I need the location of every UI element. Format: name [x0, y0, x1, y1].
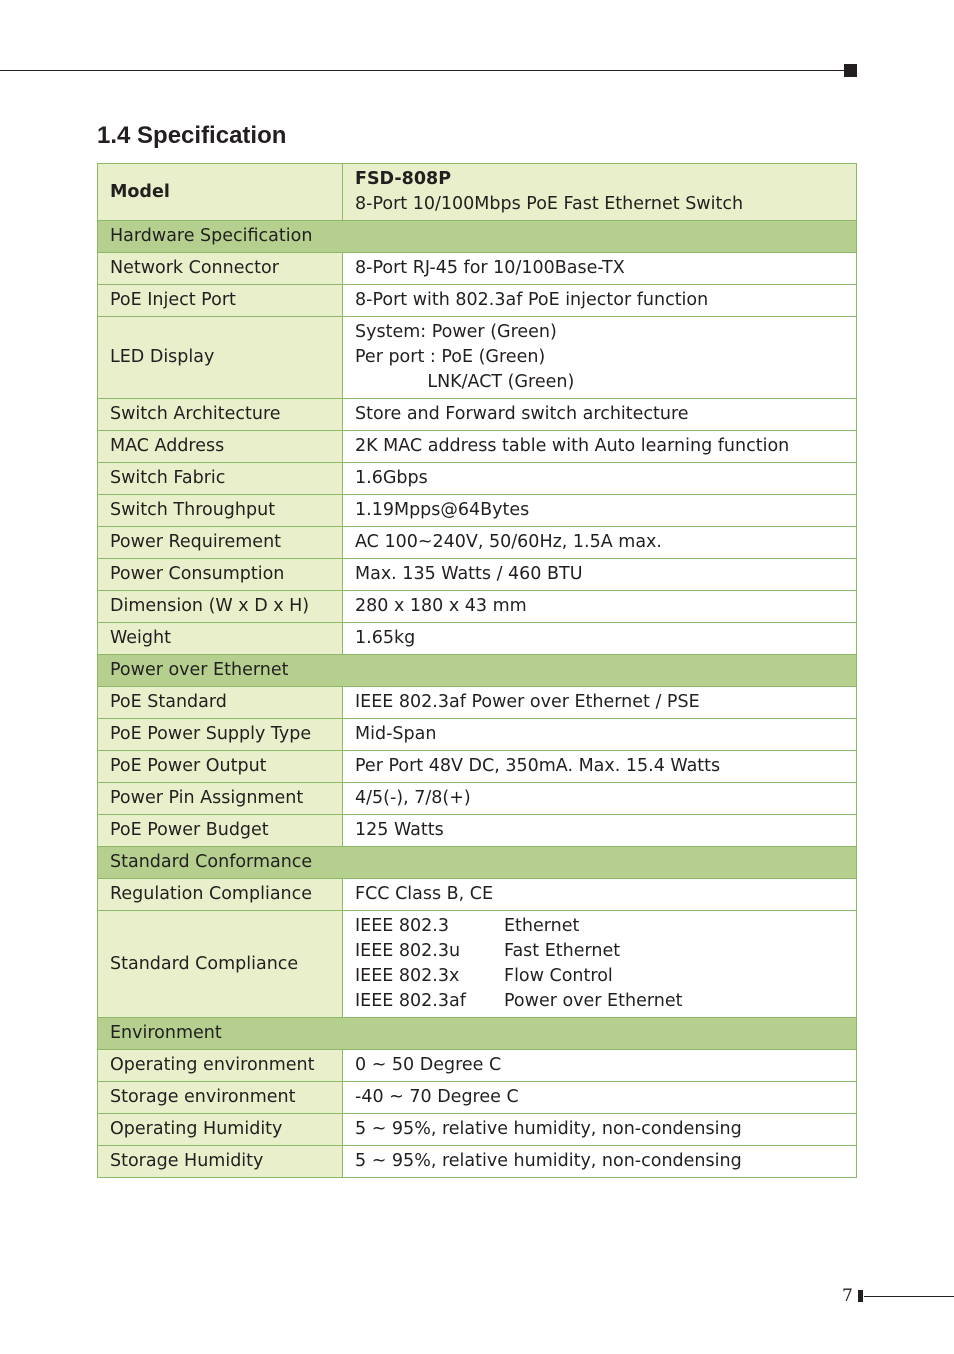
spec-value: Store and Forward switch architecture — [343, 399, 857, 431]
spec-value: Per Port 48V DC, 350mA. Max. 15.4 Watts — [343, 751, 857, 783]
spec-label: Network Connector — [98, 253, 343, 285]
spec-value: 4/5(-), 7/8(+) — [343, 783, 857, 815]
spec-label: Standard Compliance — [98, 911, 343, 1018]
table-row — [98, 719, 857, 751]
standard-id: IEEE 802.3u — [355, 941, 461, 961]
table-row — [98, 253, 857, 285]
spec-label: Operating Humidity — [98, 1114, 343, 1146]
table-row — [98, 815, 857, 847]
spec-label: Power Pin Assignment — [98, 783, 343, 815]
table-row — [98, 559, 857, 591]
led-line: System: Power (Green) — [355, 322, 557, 342]
spec-label: Switch Throughput — [98, 495, 343, 527]
section-header-label: Environment — [98, 1018, 857, 1050]
table-row — [98, 751, 857, 783]
spec-value: -40 ~ 70 Degree C — [343, 1082, 857, 1114]
spec-label: Switch Fabric — [98, 463, 343, 495]
spec-value: Max. 135 Watts / 460 BTU — [343, 559, 857, 591]
standard-id: IEEE 802.3 — [355, 916, 449, 936]
spec-label: Regulation Compliance — [98, 879, 343, 911]
spec-value: FCC Class B, CE — [343, 879, 857, 911]
spec-label: MAC Address — [98, 431, 343, 463]
section-header-environment — [98, 1018, 857, 1050]
table-row — [98, 317, 857, 399]
table-row — [98, 1146, 857, 1178]
standard-compliance-list — [355, 914, 844, 1014]
spec-label: Operating environment — [98, 1050, 343, 1082]
table-row — [98, 285, 857, 317]
spec-label: Storage environment — [98, 1082, 343, 1114]
section-title: 1.4 Specification — [97, 122, 287, 149]
spec-label: Dimension (W x D x H) — [98, 591, 343, 623]
table-row — [98, 527, 857, 559]
section-header-label: Hardware Specification — [98, 221, 857, 253]
spec-value — [343, 911, 857, 1018]
table-row-model — [98, 164, 857, 221]
table-row — [98, 591, 857, 623]
table-row — [98, 495, 857, 527]
spec-value: 8-Port with 802.3af PoE injector function — [343, 285, 857, 317]
spec-value — [343, 164, 857, 221]
standard-desc: Fast Ethernet — [504, 941, 621, 961]
page-number: 7 — [842, 1286, 853, 1306]
specification-table — [97, 163, 857, 1178]
spec-label: Power Consumption — [98, 559, 343, 591]
led-line: LNK/ACT (Green) — [355, 372, 575, 392]
spec-value: AC 100~240V, 50/60Hz, 1.5A max. — [343, 527, 857, 559]
spec-label: Power Requirement — [98, 527, 343, 559]
standard-desc: Flow Control — [504, 966, 613, 986]
section-header-hardware — [98, 221, 857, 253]
standard-id: IEEE 802.3x — [355, 966, 460, 986]
led-line: Per port : PoE (Green) — [355, 347, 546, 367]
model-name: FSD-808P — [355, 169, 452, 189]
spec-value: 0 ~ 50 Degree C — [343, 1050, 857, 1082]
section-header-label: Power over Ethernet — [98, 655, 857, 687]
table-row — [98, 1114, 857, 1146]
spec-label: PoE Power Output — [98, 751, 343, 783]
spec-value: 2K MAC address table with Auto learning function — [343, 431, 857, 463]
table-row — [98, 623, 857, 655]
spec-label: Switch Architecture — [98, 399, 343, 431]
spec-value: 5 ~ 95%, relative humidity, non-condensing — [343, 1114, 857, 1146]
spec-label: PoE Power Supply Type — [98, 719, 343, 751]
section-header-label: Standard Conformance — [98, 847, 857, 879]
standard-desc: Ethernet — [504, 916, 580, 936]
spec-label: PoE Inject Port — [98, 285, 343, 317]
model-description: 8-Port 10/100Mbps PoE Fast Ethernet Switch — [355, 194, 744, 214]
footer-bar-marker — [858, 1290, 863, 1302]
spec-value: 5 ~ 95%, relative humidity, non-condensing — [343, 1146, 857, 1178]
spec-value: 1.65kg — [343, 623, 857, 655]
footer-rule — [864, 1296, 954, 1297]
spec-value: Mid-Span — [343, 719, 857, 751]
section-header-conformance — [98, 847, 857, 879]
spec-label: PoE Standard — [98, 687, 343, 719]
spec-label: PoE Power Budget — [98, 815, 343, 847]
table-row — [98, 1082, 857, 1114]
spec-label: Weight — [98, 623, 343, 655]
spec-value: 8-Port RJ-45 for 10/100Base-TX — [343, 253, 857, 285]
standard-id: IEEE 802.3af — [355, 991, 466, 1011]
spec-value: IEEE 802.3af Power over Ethernet / PSE — [343, 687, 857, 719]
standard-desc: Power over Ethernet — [504, 991, 683, 1011]
table-row — [98, 687, 857, 719]
spec-label: LED Display — [98, 317, 343, 399]
spec-value — [343, 317, 857, 399]
table-row — [98, 783, 857, 815]
section-header-poe — [98, 655, 857, 687]
table-row — [98, 1050, 857, 1082]
spec-label: Model — [98, 164, 343, 221]
spec-value: 1.19Mpps@64Bytes — [343, 495, 857, 527]
header-rule — [0, 70, 848, 71]
table-row — [98, 399, 857, 431]
table-row — [98, 879, 857, 911]
table-row — [98, 463, 857, 495]
spec-value: 1.6Gbps — [343, 463, 857, 495]
header-square-marker — [844, 64, 857, 77]
table-row — [98, 911, 857, 1018]
spec-value: 125 Watts — [343, 815, 857, 847]
spec-label: Storage Humidity — [98, 1146, 343, 1178]
spec-value: 280 x 180 x 43 mm — [343, 591, 857, 623]
table-row — [98, 431, 857, 463]
